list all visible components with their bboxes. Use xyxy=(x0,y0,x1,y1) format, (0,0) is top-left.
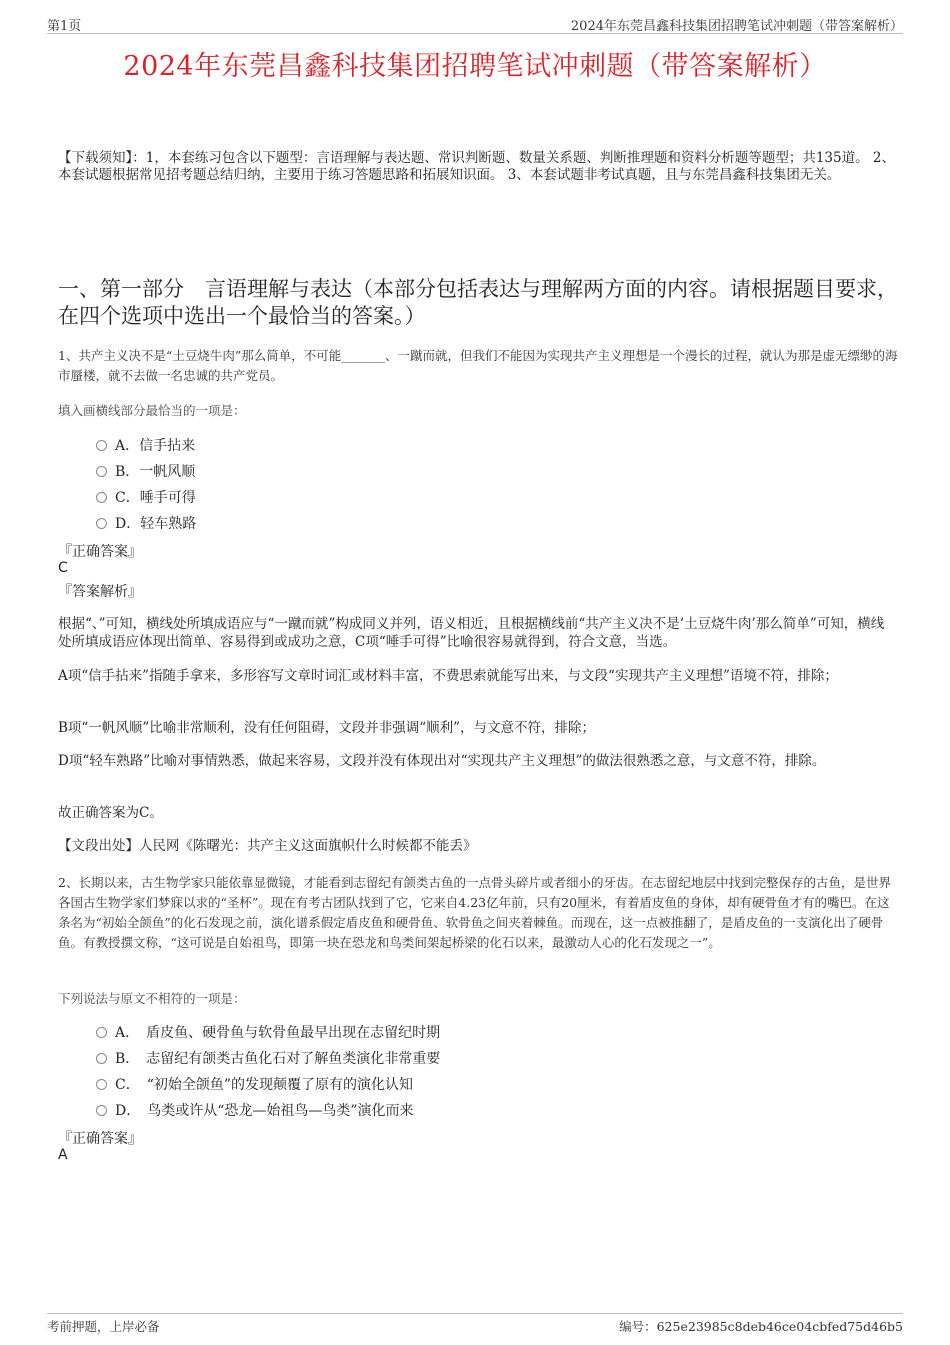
page-footer xyxy=(47,1313,903,1337)
radio-icon[interactable] xyxy=(96,466,107,477)
section-heading: 一、第一部分 言语理解与表达（本部分包括表达与理解两方面的内容。请根据题目要求，在四个选项中选出一个最恰当的答案。） xyxy=(58,277,898,328)
download-notice: 【下载须知】：1，本套练习包含以下题型：言语理解与表达题、常识判断题、数量关系题、判断推理题和资料分析题等题型；共135道。 2、本套试题根据常见招考题总结归纳，主要用于练习答题思路和拓展知识面。 3、本套试题非考试真题，且与东莞昌鑫科技集团无关。 xyxy=(58,150,895,183)
analysis-paragraph: B项“一帆风顺”比喻非常顺利，没有任何阻碍，文段并非强调“顺利”，与文意不符，排除； xyxy=(58,720,596,736)
analysis-label: 『答案解析』 xyxy=(58,584,142,600)
page-title: 2024年东莞昌鑫科技集团招聘笔试冲刺题（带答案解析） xyxy=(123,51,827,82)
option-b[interactable]: B．一帆风顺 xyxy=(96,458,196,484)
option-d[interactable]: D． 鸟类或许从“恐龙—始祖鸟—鸟类”演化而来 xyxy=(96,1097,440,1123)
analysis-conclusion: 故正确答案为C。 xyxy=(58,805,163,821)
answer-label: 『正确答案』 xyxy=(58,1131,142,1147)
radio-icon[interactable] xyxy=(96,1105,107,1116)
radio-icon[interactable] xyxy=(96,518,107,529)
answer-label: 『正确答案』 xyxy=(58,544,142,560)
header-doc-title: 2024年东莞昌鑫科技集团招聘笔试冲刺题（带答案解析） xyxy=(570,19,903,34)
question-1-stem: 1、共产主义决不是“土豆烧牛肉”那么简单，不可能_______、一蹴而就，但我们不能因为实现共产主义理想是一个漫长的过程，就认为那是虚无缥缈的海市蜃楼，就不去做一名忠诚的共产党员。 xyxy=(58,348,898,383)
footer-slogan: 考前押题，上岸必备 xyxy=(47,1319,160,1334)
option-a[interactable]: A．信手拈来 xyxy=(96,432,196,458)
option-c[interactable]: C． “初始全颌鱼”的发现颠覆了原有的演化认知 xyxy=(96,1071,440,1097)
option-a[interactable]: A． 盾皮鱼、硬骨鱼与软骨鱼最早出现在志留纪时期 xyxy=(96,1019,440,1045)
source-citation: 【文段出处】人民网《陈曙光：共产主义这面旗帜什么时候都不能丢》 xyxy=(58,838,477,854)
question-1-instruction: 填入画横线部分最恰当的一项是： xyxy=(58,403,246,418)
radio-icon[interactable] xyxy=(96,1027,107,1038)
radio-icon[interactable] xyxy=(96,440,107,451)
question-2-instruction: 下列说法与原文不相符的一项是： xyxy=(58,991,246,1006)
question-2-options xyxy=(96,1019,440,1123)
radio-icon[interactable] xyxy=(96,1079,107,1090)
option-d[interactable]: D．轻车熟路 xyxy=(96,510,196,536)
analysis-paragraph: A项“信手拈来”指随手拿来，多形容写文章时词汇或材料丰富，不费思索就能写出来，与文段“实现共产主义理想”语境不符，排除； xyxy=(58,668,838,684)
footer-doc-id: 编号：625e23985c8deb46ce04cbfed75d46b5 xyxy=(619,1319,903,1334)
analysis-paragraph: D项“轻车熟路”比喻对事情熟悉，做起来容易，文段并没有体现出对“实现共产主义理想”的做法很熟悉之意，与文意不符，排除。 xyxy=(58,753,826,769)
analysis-paragraph: 根据“、”可知，横线处所填成语应与“一蹴而就”构成同义并列，语义相近，且根据横线前“共产主义决不是‘土豆烧牛肉’那么简单”可知，横线处所填成语应体现出简单、容易得到或成功之意，C项“唾手可得”比喻很容易就得到，符合文意，当选。 xyxy=(58,616,885,650)
page-header xyxy=(47,13,903,34)
question-2-stem: 2、长期以来，古生物学家只能依靠显微镜，才能看到志留纪有颌类古鱼的一点骨头碎片或者细小的牙齿。在志留纪地层中找到完整保存的古鱼，是世界各国古生物学家们梦寐以求的“圣杯”。现在有考古团队找到了它，它来自4.23亿年前，只有20厘米，有着盾皮鱼的身体，却有硬骨鱼才有的嘴巴。在这条名为“初始全颌鱼”的化石发现之前，演化谱系假定盾皮鱼和硬骨鱼、软骨鱼之间夹着棘鱼。而现在，这一点被推翻了，是盾皮鱼的一支演化出了硬骨鱼。有教授撰文称，“这可说是自始祖鸟，即第一块在恐龙和鸟类间架起桥梁的化石以来，最激动人心的化石发现之一”。 xyxy=(58,875,891,950)
radio-icon[interactable] xyxy=(96,1053,107,1064)
option-c[interactable]: C．唾手可得 xyxy=(96,484,196,510)
question-1-options xyxy=(96,432,196,536)
answer-value: A xyxy=(58,1147,68,1163)
page-number: 第1页 xyxy=(47,19,82,34)
option-b[interactable]: B． 志留纪有颌类古鱼化石对了解鱼类演化非常重要 xyxy=(96,1045,440,1071)
radio-icon[interactable] xyxy=(96,492,107,503)
answer-value: C xyxy=(58,560,68,576)
